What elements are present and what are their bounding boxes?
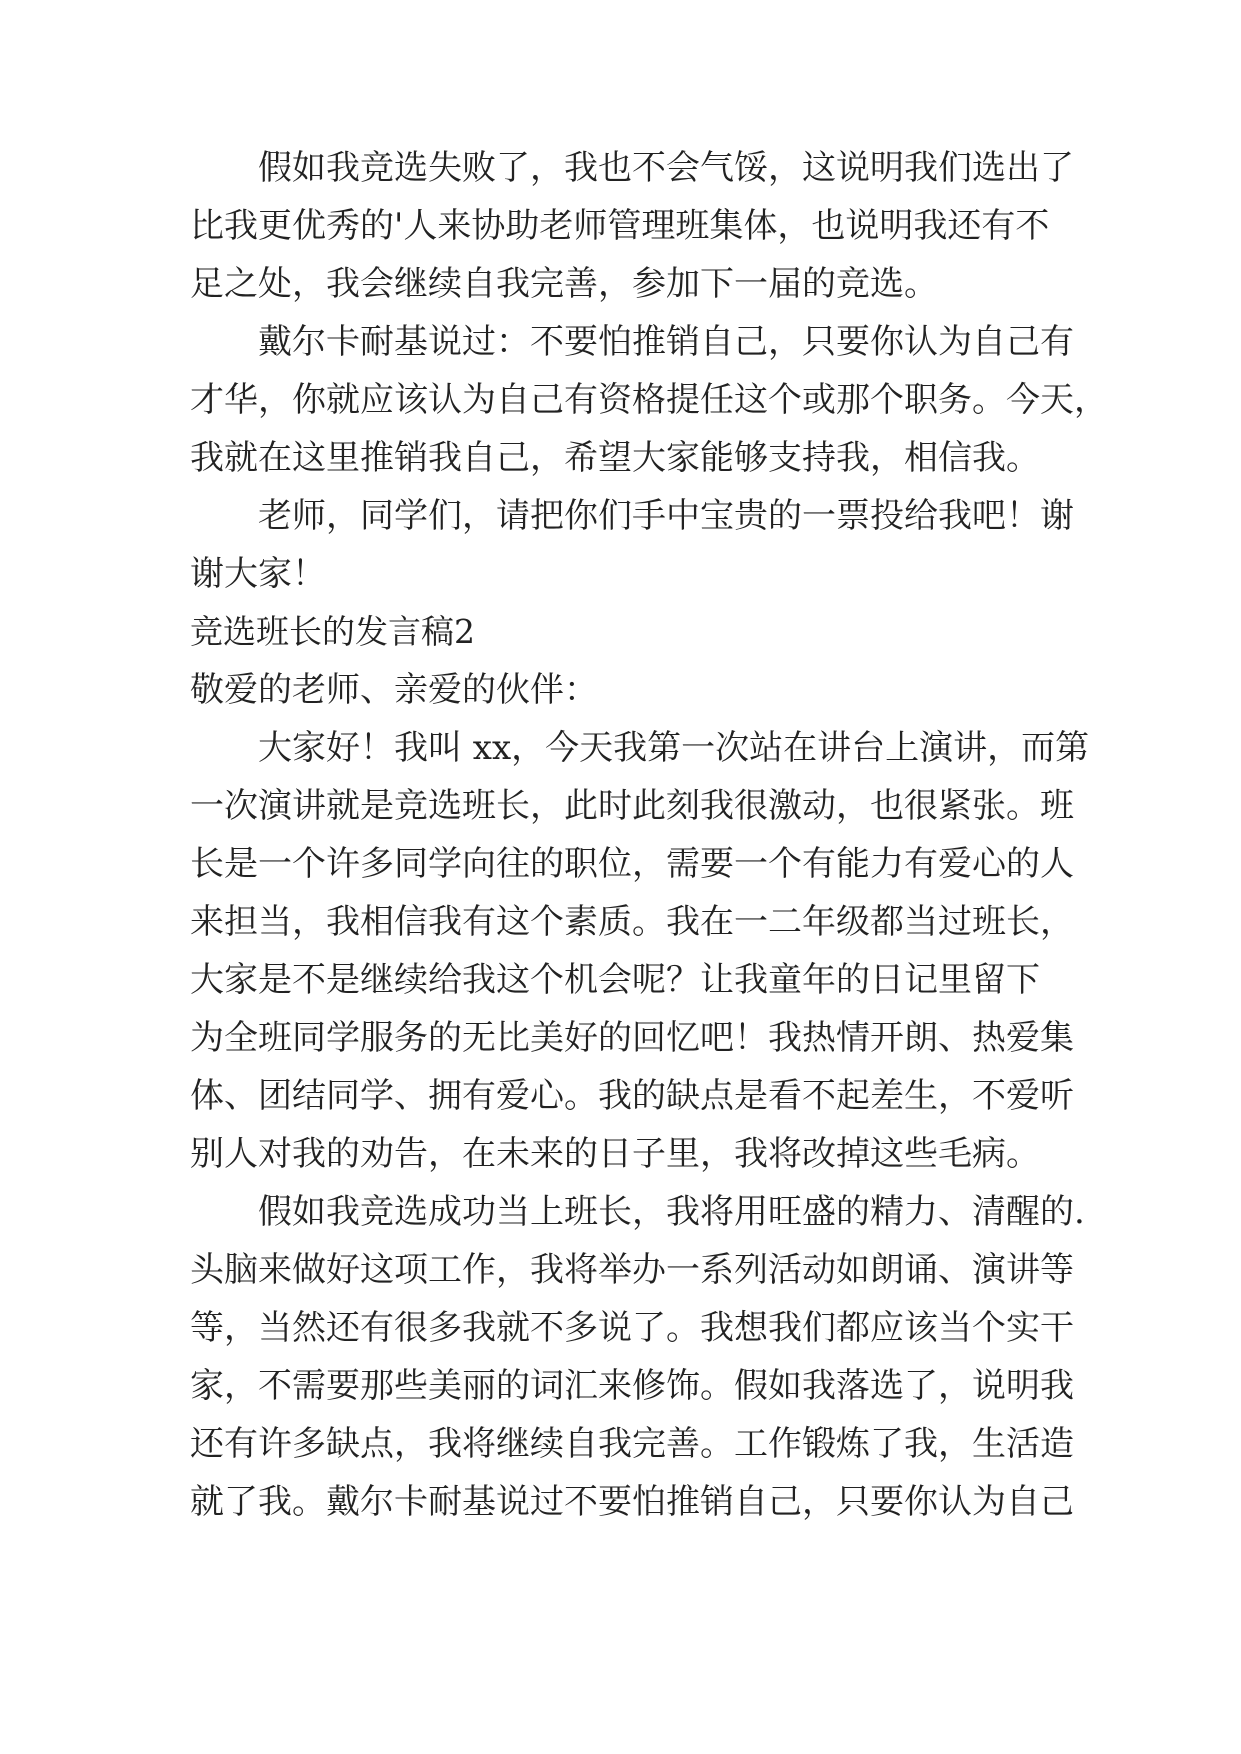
paragraph-line: 假如我竞选失败了，我也不会气馁，这说明我们选出了 [258,148,1074,188]
paragraph-line: 比我更优秀的'人来协助老师管理班集体，也说明我还有不 [190,206,1050,246]
paragraph-line: 就了我。戴尔卡耐基说过不要怕推销自己，只要你认为自己 [190,1482,1074,1522]
paragraph-line: 足之处，我会继续自我完善，参加下一届的竞选。 [190,264,938,304]
section-title: 竞选班长的发言稿2 [190,612,475,651]
paragraph-line: 为全班同学服务的无比美好的回忆吧！我热情开朗、热爱集 [190,1018,1074,1058]
paragraph-line: 家，不需要那些美丽的词汇来修饰。假如我落选了，说明我 [190,1366,1074,1406]
paragraph-line: 我就在这里推销我自己，希望大家能够支持我，相信我。 [190,438,1040,478]
paragraph-line: 等，当然还有很多我就不多说了。我想我们都应该当个实干 [190,1308,1074,1348]
paragraph-line: 别人对我的劝告，在未来的日子里，我将改掉这些毛病。 [190,1134,1040,1174]
paragraph-line: 才华，你就应该认为自己有资格提任这个或那个职务。今天， [190,380,1108,420]
paragraph-line: 还有许多缺点，我将继续自我完善。工作锻炼了我，生活造 [190,1424,1074,1464]
paragraph-line: 假如我竞选成功当上班长，我将用旺盛的精力、清醒的. [258,1192,1085,1232]
paragraph-line: 老师，同学们，请把你们手中宝贵的一票投给我吧！谢 [258,496,1074,536]
salutation: 敬爱的老师、亲爱的伙伴： [190,670,598,710]
paragraph-line: 谢大家！ [190,554,326,594]
paragraph-line: 大家是不是继续给我这个机会呢？让我童年的日记里留下 [190,960,1040,1000]
paragraph-line: 戴尔卡耐基说过：不要怕推销自己，只要你认为自己有 [258,322,1074,362]
paragraph-line: 一次演讲就是竞选班长，此时此刻我很激动，也很紧张。班 [190,786,1074,826]
paragraph-line: 长是一个许多同学向往的职位，需要一个有能力有爱心的人 [190,844,1074,884]
paragraph-line: 头脑来做好这项工作，我将举办一系列活动如朗诵、演讲等 [190,1250,1074,1290]
paragraph-line: 来担当，我相信我有这个素质。我在一二年级都当过班长， [190,902,1074,942]
paragraph-line: 大家好！我叫 xx，今天我第一次站在讲台上演讲，而第 [258,728,1090,768]
paragraph-line: 体、团结同学、拥有爱心。我的缺点是看不起差生，不爱听 [190,1076,1074,1116]
